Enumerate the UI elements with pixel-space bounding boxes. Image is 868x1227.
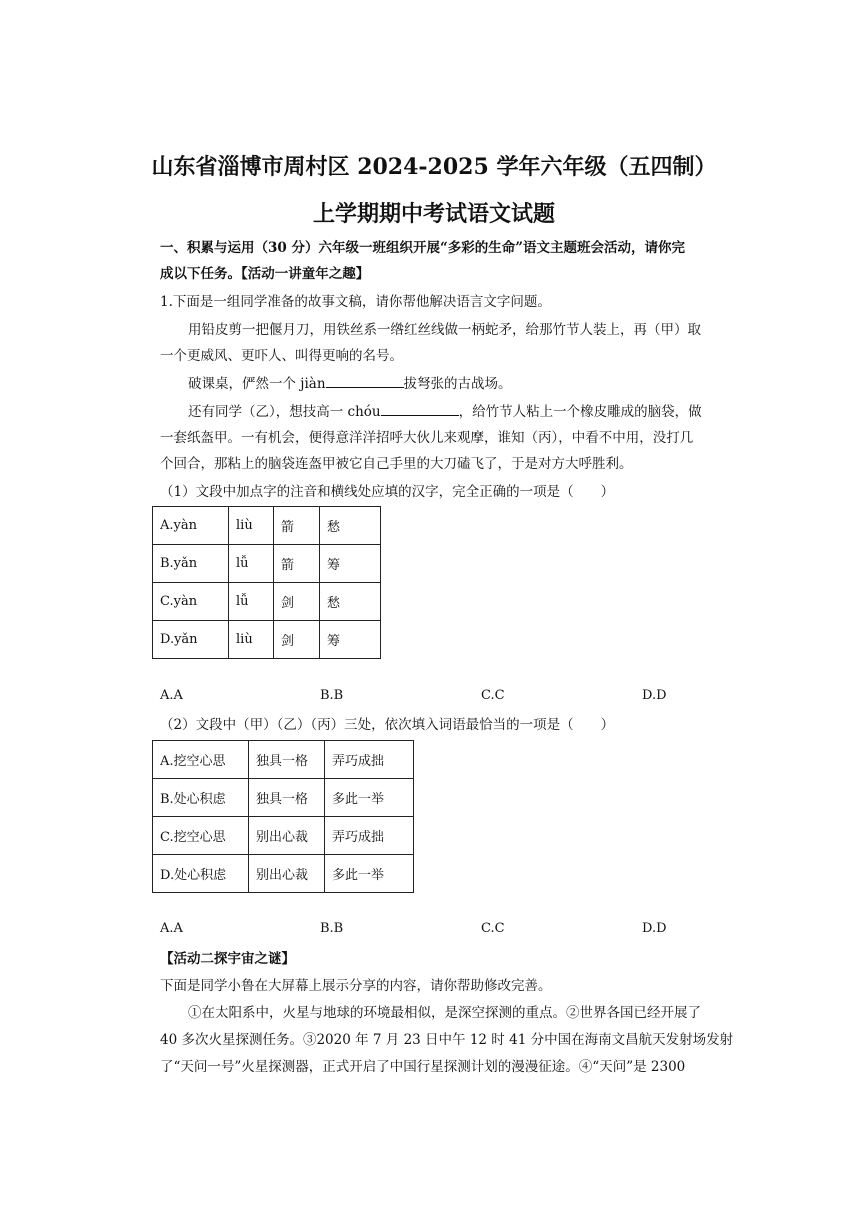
- answer-blank-chou: [381, 403, 459, 416]
- sub1-stem: （1）文段中加点字的注音和横线处应填的汉字，完全正确的一项是（ ）: [160, 484, 615, 500]
- table-cell: 别出心裁: [249, 817, 325, 855]
- q1-paragraph-3b: ，给竹节人粘上一个橡皮雕成的脑袋，做: [458, 404, 702, 420]
- table-cell: 弄巧成拙: [325, 741, 414, 779]
- table-cell: A.yàn: [153, 507, 229, 545]
- sub2-stem: （2）文段中（甲）（乙）（丙）三处，依次填入词语最恰当的一项是（ ）: [160, 717, 615, 733]
- q1-paragraph-2: [188, 372, 512, 392]
- q1-paragraph-2a: 破课桌，俨然一个 jiàn: [188, 376, 326, 392]
- sub2-choice-c[interactable]: C.C: [481, 921, 505, 936]
- activity2-paragraph-line1: ①在太阳系中，火星与地球的环境最相似，是深空探测的重点。②世界各国已经开展了: [188, 1005, 701, 1021]
- table-row: [153, 545, 381, 583]
- table-cell: D.yǎn: [153, 621, 229, 659]
- q1-paragraph-3c: 一套纸盔甲。一有机会，便得意洋洋招呼大伙儿来观摩，谁知（丙），中看不中用，没打几: [160, 430, 694, 446]
- table-cell: C.yàn: [153, 583, 229, 621]
- exam-title-line2: 上学期期中考试语文试题: [312, 201, 555, 227]
- table-cell: 愁: [320, 583, 381, 621]
- section1-heading-line2: 成以下任务。【活动一讲童年之趣】: [160, 266, 370, 282]
- table-cell: 愁: [320, 507, 381, 545]
- table-cell: 箭: [274, 507, 320, 545]
- table-cell: 剑: [274, 583, 320, 621]
- table-cell: 剑: [274, 621, 320, 659]
- table-cell: 筹: [320, 621, 381, 659]
- q1-paragraph-3a: 还有同学（乙），想技高一 chóu: [188, 404, 381, 420]
- q1-stem: 1.下面是一组同学准备的故事文稿，请你帮他解决语言文字问题。: [160, 294, 551, 310]
- table-cell: B.处心积虑: [153, 779, 249, 817]
- sub2-choice-a[interactable]: A.A: [160, 921, 183, 936]
- table-cell: lǚ: [229, 545, 274, 583]
- activity2-paragraph-line2: 40 多次火星探测任务。③2020 年 7 月 23 日中午 12 时 41 分中国在海南文昌航天发射场发射: [160, 1032, 734, 1048]
- sub1-choice-d[interactable]: D.D: [642, 688, 667, 703]
- table-cell: 箭: [274, 545, 320, 583]
- sub1-options-table: [152, 506, 381, 659]
- answer-blank-jian: [326, 375, 404, 388]
- section1-heading-line1: 一、积累与运用（30 分）六年级一班组织开展“多彩的生命”语文主题班会活动，请你完: [160, 240, 686, 256]
- q1-paragraph-3d: 个回合，那粘上的脑袋连盔甲被它自己手里的大刀磕飞了，于是对方大呼胜利。: [160, 456, 633, 472]
- table-cell: A.挖空心思: [153, 741, 249, 779]
- activity2-heading: 【活动二探宇宙之谜】: [160, 951, 295, 967]
- sub1-choice-a[interactable]: A.A: [160, 688, 183, 703]
- q1-paragraph-1a: 用铅皮剪一把偃月刀，用铁丝系一绺红丝线做一柄蛇矛，给那竹节人装上，再（甲）取: [188, 322, 701, 338]
- q1-paragraph-3: [188, 400, 702, 420]
- activity2-paragraph-line3: 了“天问一号”火星探测器，正式开启了中国行星探测计划的漫漫征途。④“天问”是 2300: [160, 1059, 686, 1075]
- table-row: [153, 779, 414, 817]
- table-cell: 多此一举: [325, 855, 414, 893]
- q1-paragraph-1b: 一个更威风、更吓人、叫得更响的名号。: [160, 348, 403, 364]
- table-cell: liù: [229, 507, 274, 545]
- table-cell: liù: [229, 621, 274, 659]
- table-cell: 别出心裁: [249, 855, 325, 893]
- sub2-choice-b[interactable]: B.B: [320, 921, 344, 936]
- table-cell: C.挖空心思: [153, 817, 249, 855]
- sub2-options-table: [152, 740, 414, 893]
- table-cell: 筹: [320, 545, 381, 583]
- exam-title-line1: 山东省淄博市周村区 2024-2025 学年六年级（五四制）: [151, 154, 717, 180]
- table-cell: lǚ: [229, 583, 274, 621]
- table-cell: 独具一格: [249, 779, 325, 817]
- table-row: [153, 855, 414, 893]
- activity2-intro: 下面是同学小鲁在大屏幕上展示分享的内容，请你帮助修改完善。: [160, 978, 552, 994]
- table-row: [153, 741, 414, 779]
- table-cell: 独具一格: [249, 741, 325, 779]
- table-row: [153, 507, 381, 545]
- sub1-choice-c[interactable]: C.C: [481, 688, 505, 703]
- table-cell: B.yǎn: [153, 545, 229, 583]
- q1-paragraph-2b: 拔弩张的古战场。: [403, 376, 512, 392]
- table-row: [153, 817, 414, 855]
- sub2-choice-d[interactable]: D.D: [642, 921, 667, 936]
- table-row: [153, 583, 381, 621]
- sub1-choice-b[interactable]: B.B: [320, 688, 344, 703]
- table-row: [153, 621, 381, 659]
- table-cell: 弄巧成拙: [325, 817, 414, 855]
- table-cell: D.处心积虑: [153, 855, 249, 893]
- table-cell: 多此一举: [325, 779, 414, 817]
